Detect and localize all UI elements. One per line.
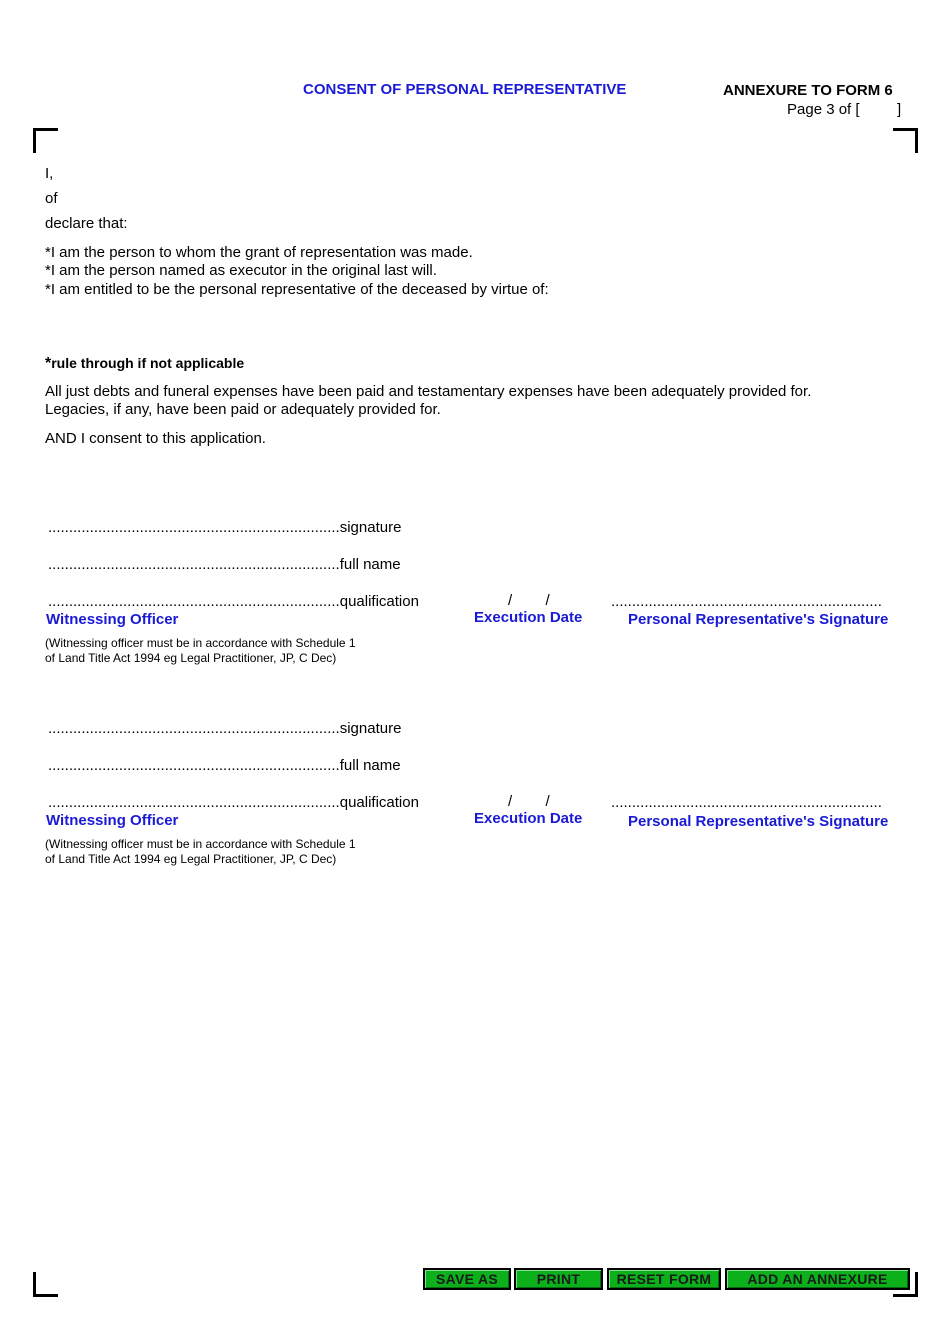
witness-label: Witnessing Officer [46, 611, 179, 628]
add-annexure-button[interactable]: ADD AN ANNEXURE [725, 1268, 910, 1290]
witness-signature-line[interactable]: ......................................................................signature [48, 519, 402, 536]
witness-note: (Witnessing officer must be in accordance with Schedule 1 [45, 837, 356, 851]
witness-note: (Witnessing officer must be in accordance with Schedule 1 [45, 636, 356, 650]
rep-signature-line[interactable]: ................................................................. [611, 794, 882, 811]
rule-note [45, 355, 244, 373]
witness-note: of Land Title Act 1994 eg Legal Practitioner, JP, C Dec) [45, 852, 337, 866]
witness-signature-line[interactable]: ......................................................................signature [48, 720, 402, 737]
execution-date-field[interactable]: / / [508, 592, 550, 609]
witness-qualification-line[interactable]: ......................................................................qualification [48, 794, 419, 811]
corner-mark-top-left [33, 128, 58, 153]
declare-text: declare that: [45, 215, 128, 232]
save-as-button[interactable]: SAVE AS [423, 1268, 511, 1290]
witness-label: Witnessing Officer [46, 812, 179, 829]
corner-mark-bottom-left [33, 1272, 58, 1297]
rule-note-text: rule through if not applicable [51, 355, 245, 371]
declaration-item[interactable]: *I am the person to whom the grant of representation was made. [45, 244, 473, 261]
execution-date-field[interactable]: / / [508, 793, 550, 810]
consent-text: AND I consent to this application. [45, 430, 266, 447]
reset-form-button[interactable]: RESET FORM [607, 1268, 721, 1290]
page-number: Page 3 of [ ] [787, 101, 902, 118]
rep-signature-line[interactable]: ................................................................. [611, 593, 882, 610]
execution-date-label: Execution Date [474, 609, 583, 626]
i-field[interactable]: I, [45, 165, 54, 182]
annexure-label: ANNEXURE TO FORM 6 [723, 82, 893, 99]
form-title: CONSENT OF PERSONAL REPRESENTATIVE [303, 81, 627, 98]
witness-fullname-line[interactable]: ......................................................................full name [48, 757, 401, 774]
execution-date-label: Execution Date [474, 810, 583, 827]
debts-text: All just debts and funeral expenses have been paid and testamentary expenses have been adequately provided for. [45, 383, 812, 400]
print-button[interactable]: PRINT [514, 1268, 603, 1290]
witness-note: of Land Title Act 1994 eg Legal Practitioner, JP, C Dec) [45, 651, 337, 665]
of-field[interactable]: of [45, 190, 58, 207]
corner-mark-top-right [893, 128, 918, 153]
rule-note-asterisk: * [45, 355, 52, 372]
witness-fullname-line[interactable]: ......................................................................full name [48, 556, 401, 573]
declaration-item[interactable]: *I am entitled to be the personal representative of the deceased by virtue of: [45, 281, 549, 298]
declaration-item[interactable]: *I am the person named as executor in the original last will. [45, 262, 437, 279]
rep-signature-label: Personal Representative's Signature [628, 611, 889, 628]
witness-qualification-line[interactable]: ......................................................................qualification [48, 593, 419, 610]
legacies-text: Legacies, if any, have been paid or adequately provided for. [45, 401, 441, 418]
rep-signature-label: Personal Representative's Signature [628, 813, 889, 830]
